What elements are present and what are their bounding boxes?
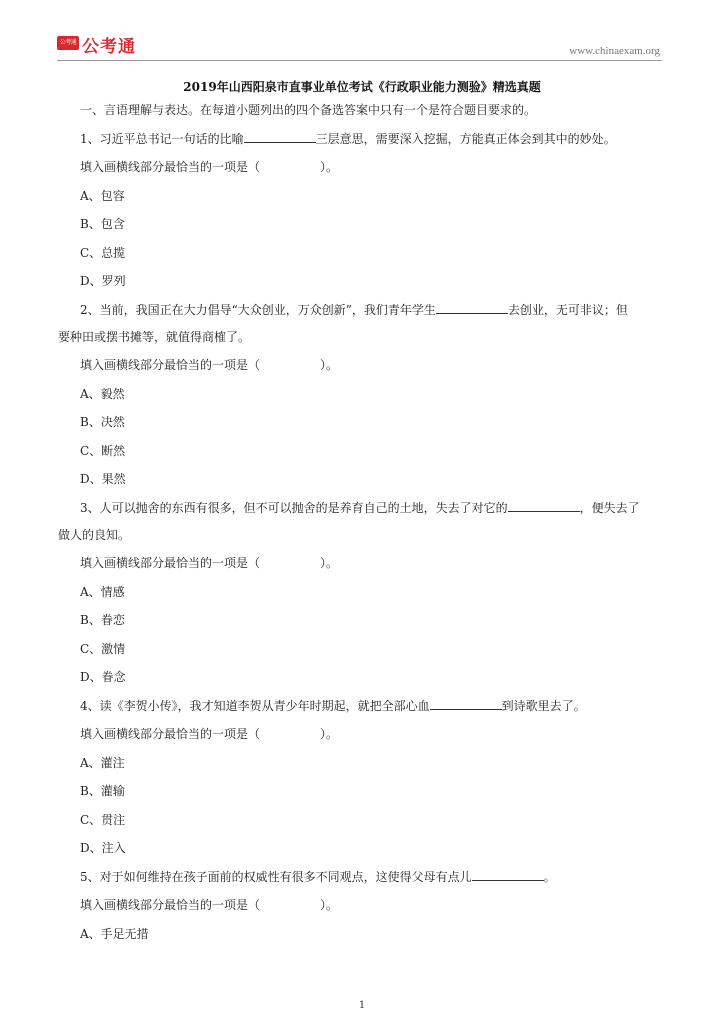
- question-1-prompt: 填入画横线部分最恰当的一项是（ ）。: [80, 160, 339, 174]
- question-5-stem: 5、对于如何维持在孩子面前的权威性有很多不同观点，这使得父母有点儿 。: [80, 869, 556, 884]
- question-3-option-a: A、情感: [80, 584, 125, 599]
- answer-blank: [436, 303, 508, 314]
- question-3-prompt: 填入画横线部分最恰当的一项是（ ）。: [80, 556, 339, 570]
- question-4-option-c: C、贯注: [80, 812, 126, 827]
- question-2-option-a: A、毅然: [80, 386, 125, 401]
- question-2-option-c: C、断然: [80, 443, 126, 458]
- document-title: 2019年山西阳泉市直事业单位考试《行政职业能力测验》精选真题: [183, 80, 541, 94]
- question-4-prompt: 填入画横线部分最恰当的一项是（ ）。: [80, 727, 339, 741]
- logo-badge: 公考通: [57, 36, 79, 50]
- question-3-option-b: B、眷恋: [80, 613, 125, 627]
- question-3-option-c: C、激情: [80, 641, 126, 656]
- question-1-option-d: D、罗列: [80, 274, 126, 288]
- question-4-option-d: D、注入: [80, 841, 126, 855]
- answer-blank: [508, 501, 580, 512]
- question-3-option-d: D、眷念: [80, 670, 126, 684]
- answer-blank: [244, 132, 316, 143]
- question-1-option-a: A、包容: [80, 188, 125, 203]
- question-2-option-b: B、决然: [80, 415, 125, 429]
- question-3-stem: 3、人可以抛舍的东西有很多，但不可以抛舍的是养育自己的土地，失去了对它的 ，便失去了 做人的良知。: [58, 500, 640, 542]
- question-1-option-b: B、包含: [80, 217, 125, 231]
- question-1-stem: 1、习近平总书记一句话的比喻 三层意思，需要深入挖掘，方能真正体会到其中的妙处。: [80, 131, 616, 146]
- question-2-stem: 2、当前，我国正在大力倡导“大众创业，万众创新”，我们青年学生 去创业，无可非议；但 要种田或摆书摊等，就值得商榷了。: [58, 302, 628, 344]
- question-5-prompt: 填入画横线部分最恰当的一项是（ ）。: [80, 898, 339, 912]
- answer-blank: [472, 870, 544, 881]
- document-body: [58, 103, 670, 955]
- question-4-option-a: A、灌注: [80, 755, 125, 770]
- section-heading: 一、言语理解与表达。在每道小题列出的四个备选答案中只有一个是符合题目要求的。: [80, 103, 537, 117]
- question-4-option-b: B、灌输: [80, 784, 125, 798]
- header-divider: [57, 60, 662, 61]
- question-1-option-c: C、总揽: [80, 245, 126, 260]
- page-number: 1: [358, 1000, 366, 1011]
- page-header: [0, 0, 724, 62]
- question-4-stem: 4、读《李贺小传》，我才知道李贺从青少年时期起，就把全部心血 到诗歌里去了。: [80, 698, 586, 713]
- answer-blank: [430, 699, 502, 710]
- site-url: www.chinaexam.org: [569, 45, 660, 57]
- question-5-option-a: A、手足无措: [80, 926, 149, 941]
- question-2-option-d: D、果然: [80, 472, 126, 486]
- logo-text: 公考通: [82, 37, 136, 57]
- question-2-prompt: 填入画横线部分最恰当的一项是（ ）。: [80, 358, 339, 372]
